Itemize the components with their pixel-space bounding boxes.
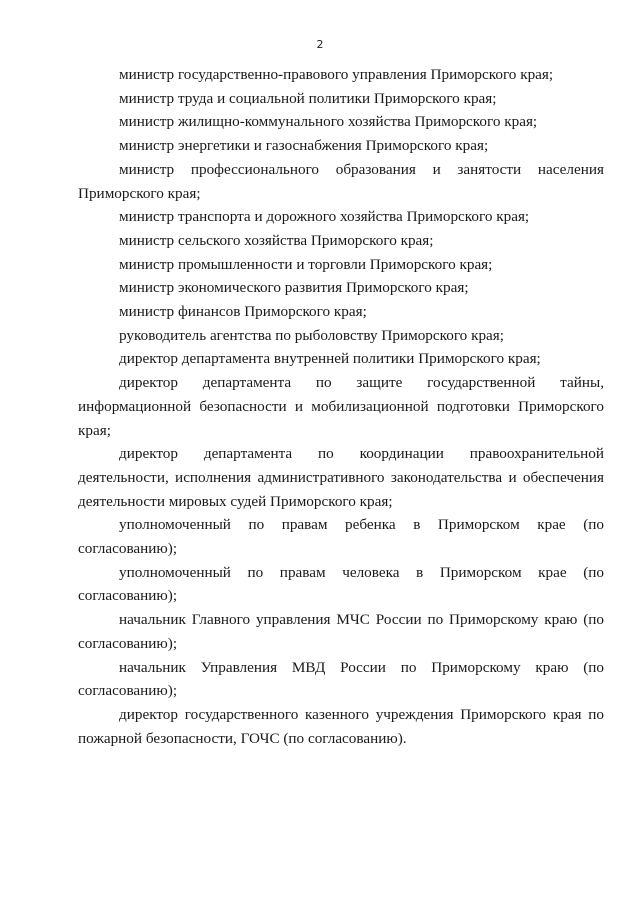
page-number: 2 (316, 38, 324, 51)
list-item: директор департамента по защите государственной тайны, информационной безопасности и мобилизационной подготовки Приморского края; (78, 374, 604, 439)
list-item: министр экономического развития Приморского края; (119, 279, 469, 297)
list-item: министр финансов Приморского края; (119, 303, 367, 321)
list-item: директор департамента внутренней политики Приморского края; (119, 350, 541, 368)
list-item: министр труда и социальной политики Приморского края; (119, 89, 497, 107)
list-item: министр жилищно-коммунального хозяйства Приморского края; (119, 113, 538, 131)
list-item: министр промышленности и торговли Приморского края; (119, 255, 493, 273)
list-item: уполномоченный по правам ребенка в Приморском крае (по согласованию); (78, 516, 604, 558)
list-item: министр сельского хозяйства Приморского края; (119, 231, 434, 249)
list-item: уполномоченный по правам человека в Приморском крае (по согласованию); (78, 563, 604, 605)
document-body (78, 63, 604, 750)
list-item: начальник Главного управления МЧС России по Приморскому краю (по согласованию); (78, 611, 604, 652)
list-item: министр государственно-правового управления Приморского края; (119, 66, 554, 83)
list-item: руководитель агентства по рыболовству Приморского края; (119, 326, 504, 344)
list-item: министр профессионального образования и занятости населения Приморского края; (78, 160, 604, 202)
list-item: министр транспорта и дорожного хозяйства Приморского края; (119, 208, 530, 226)
list-item: начальник Управления МВД России по Приморскому краю (по согласованию); (78, 658, 604, 700)
list-item: директор департамента по координации правоохранительной деятельности, исполнения административного законодательства и обеспечения деятельности мировых судей Приморского края; (78, 445, 604, 510)
list-item: министр энергетики и газоснабжения Приморского края; (119, 137, 489, 155)
list-item: директор государственного казенного учреждения Приморского края по пожарной безопасности, ГОЧС (по согласованию). (78, 705, 604, 747)
